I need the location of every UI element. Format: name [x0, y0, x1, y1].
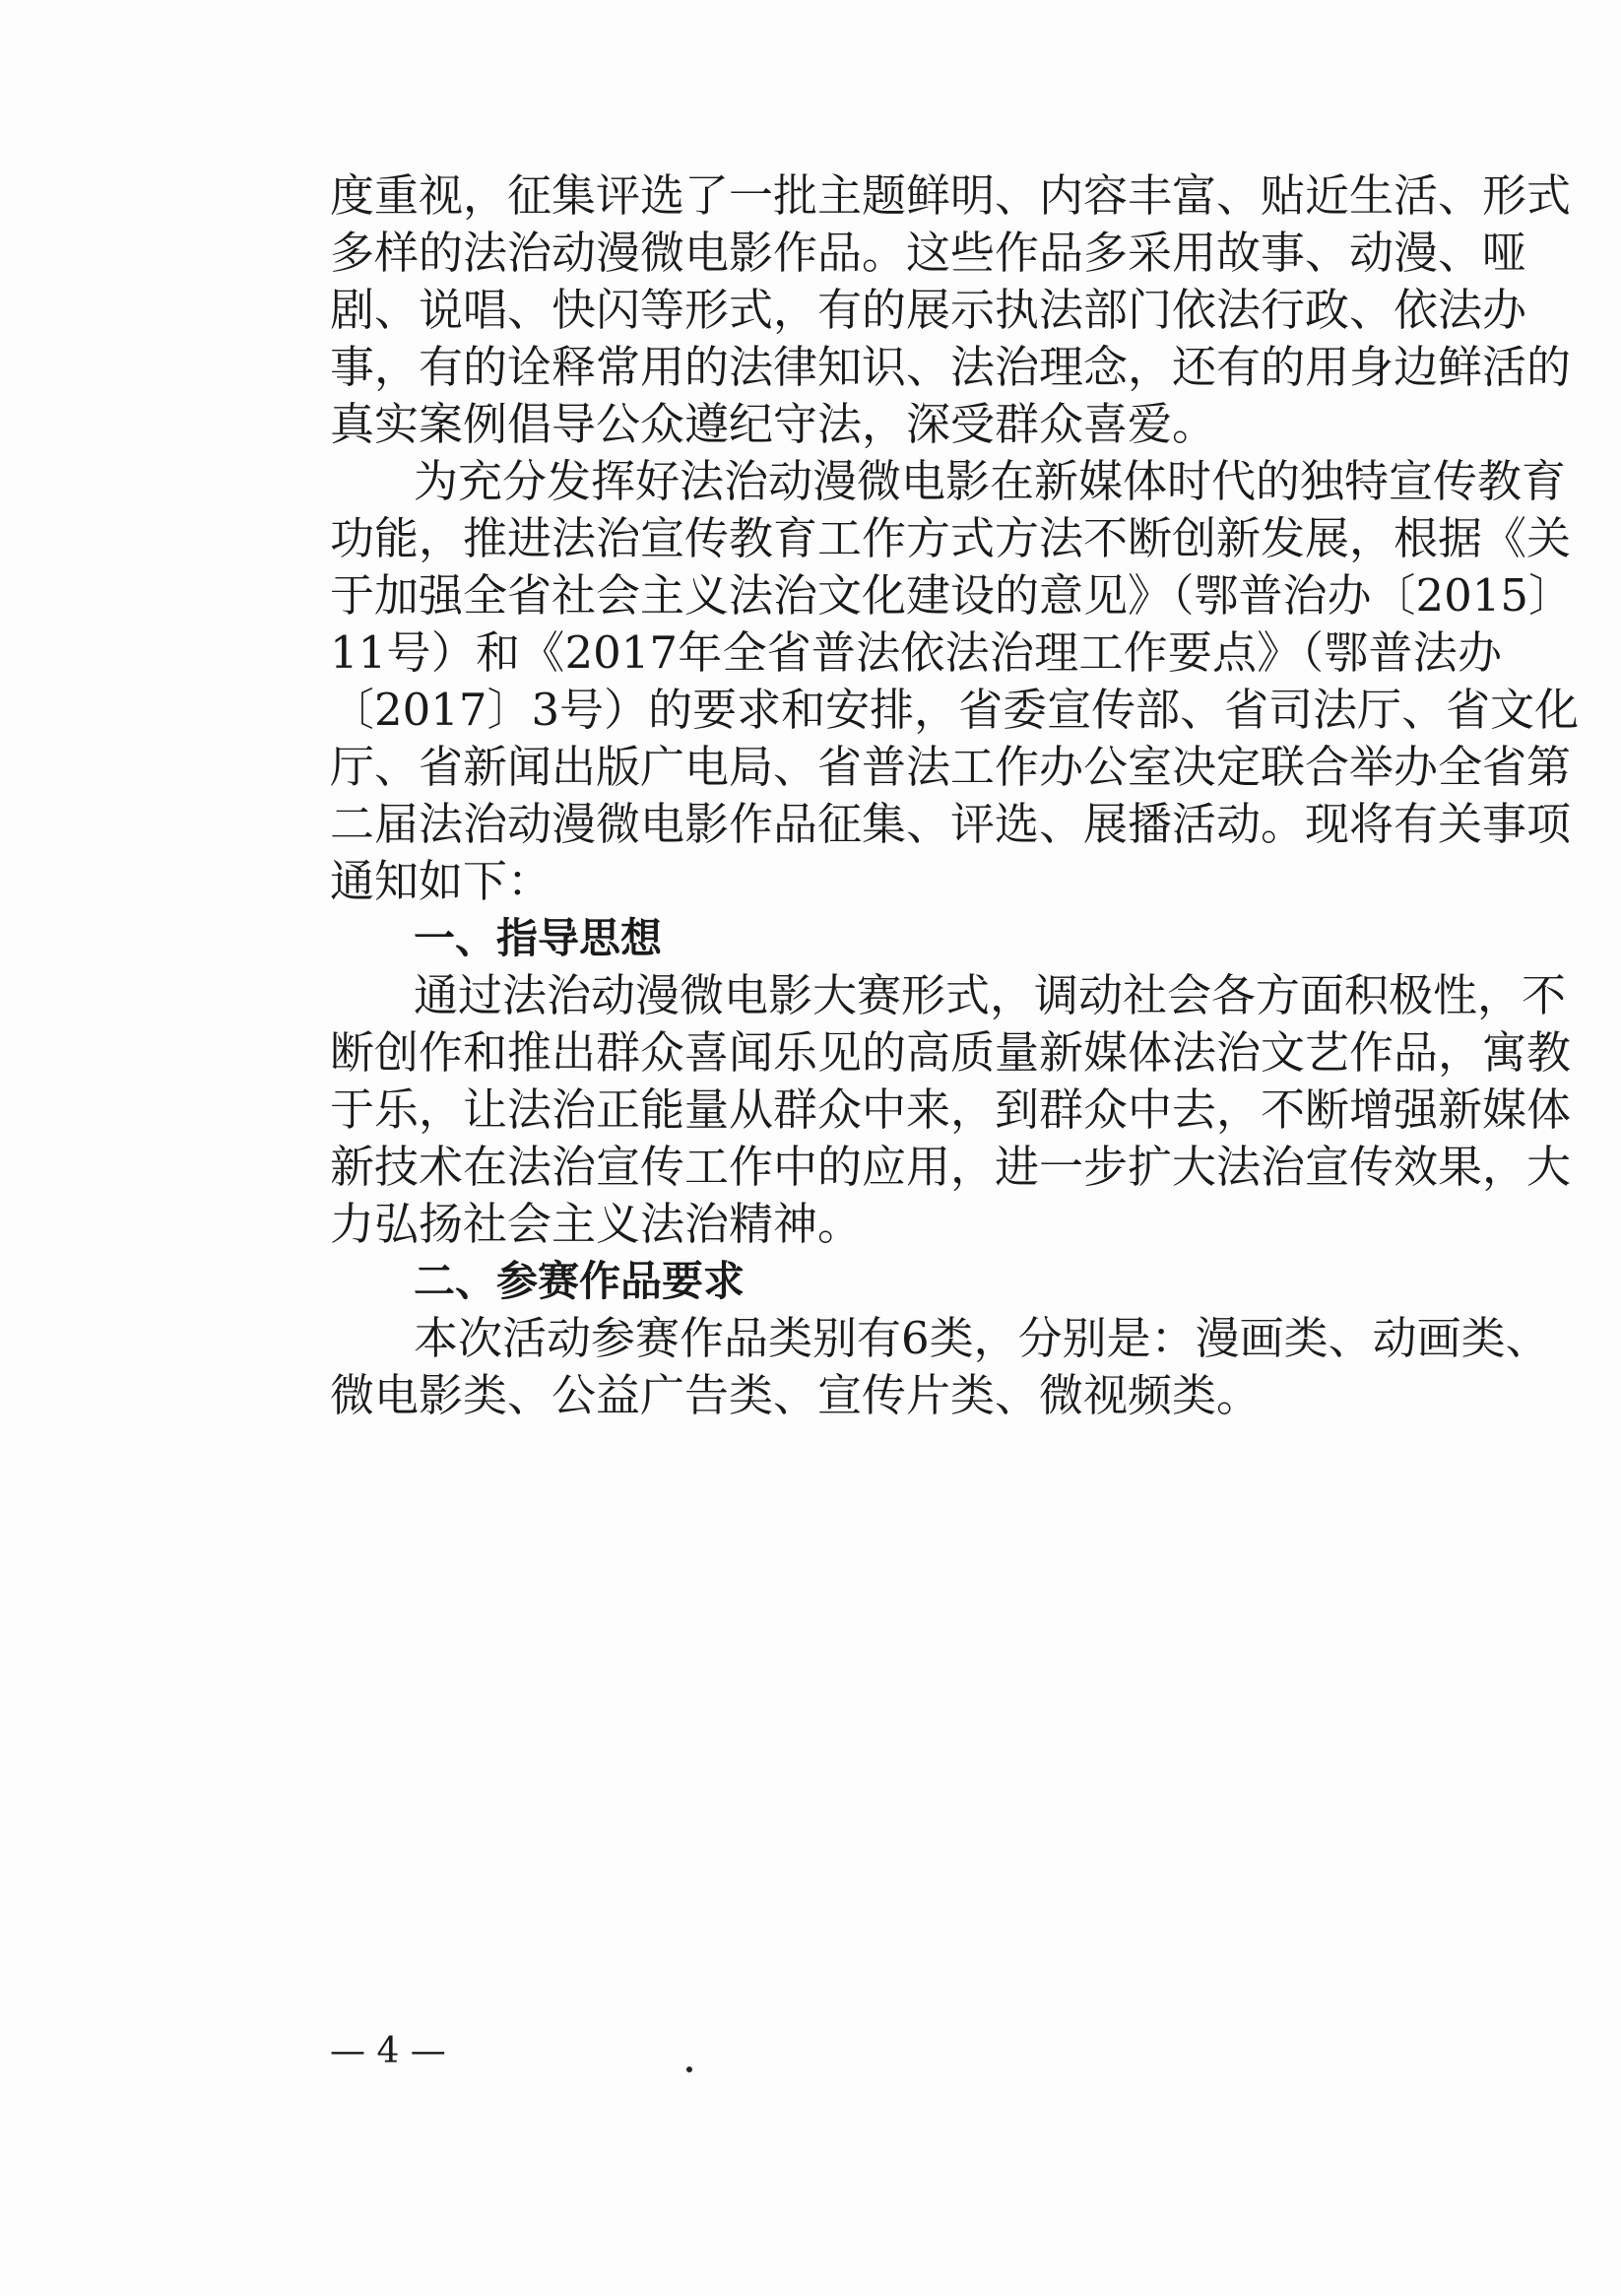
paragraph-1-line-1: 度重视，征集评选了一批主题鲜明、内容丰富、贴近生活、形式	[330, 169, 1572, 222]
paragraph-2-line-3: 于加强全省社会主义法治文化建设的意见》（鄂普治办〔2015〕	[330, 569, 1574, 622]
page-number: — 4 —	[330, 2031, 446, 2071]
paragraph-2-line-6: 厅、省新闻出版广电局、省普法工作办公室决定联合举办全省第	[330, 741, 1572, 793]
paragraph-3-line-2: 断创作和推出群众喜闻乐见的高质量新媒体法治文艺作品，寓教	[330, 1026, 1572, 1079]
paragraph-4-line-1: 本次活动参赛作品类别有6类，分别是：漫画类、动画类、	[414, 1312, 1550, 1364]
scan-speck	[686, 2066, 692, 2072]
paragraph-3-line-1: 通过法治动漫微电影大赛形式，调动社会各方面积极性，不	[414, 969, 1567, 1021]
paragraph-2-line-4: 11号）和《2017年全省普法依法治理工作要点》（鄂普法办	[330, 626, 1502, 679]
paragraph-1-line-3: 剧、说唱、快闪等形式，有的展示执法部门依法行政、依法办	[330, 284, 1527, 336]
section-heading-entry-requirements: 二、参赛作品要求	[414, 1257, 746, 1305]
paragraph-2-line-7: 二届法治动漫微电影作品征集、评选、展播活动。现将有关事项	[330, 798, 1572, 850]
paragraph-1-line-5: 真实案例倡导公众遵纪守法，深受群众喜爱。	[330, 398, 1217, 450]
paragraph-1-line-2: 多样的法治动漫微电影作品。这些作品多采用故事、动漫、哑	[330, 227, 1527, 279]
paragraph-1-line-4: 事，有的诠释常用的法律知识、法治理念，还有的用身边鲜活的	[330, 341, 1572, 393]
paragraph-2-line-1: 为充分发挥好法治动漫微电影在新媒体时代的独特宣传教育	[414, 455, 1567, 507]
paragraph-2-line-8: 通知如下：	[330, 855, 552, 907]
paragraph-3-line-5: 力弘扬社会主义法治精神。	[330, 1198, 863, 1250]
paragraph-3-line-3: 于乐，让法治正能量从群众中来，到群众中去，不断增强新媒体	[330, 1083, 1572, 1136]
paragraph-3-line-4: 新技术在法治宣传工作中的应用，进一步扩大法治宣传效果，大	[330, 1141, 1572, 1193]
section-heading-guiding-thought: 一、指导思想	[414, 914, 663, 962]
paragraph-4-line-2: 微电影类、公益广告类、宣传片类、微视频类。	[330, 1369, 1262, 1421]
paragraph-2-line-5: 〔2017〕3号）的要求和安排，省委宣传部、省司法厅、省文化	[330, 684, 1580, 736]
paragraph-2-line-2: 功能，推进法治宣传教育工作方式方法不断创新发展，根据《关	[330, 512, 1572, 564]
